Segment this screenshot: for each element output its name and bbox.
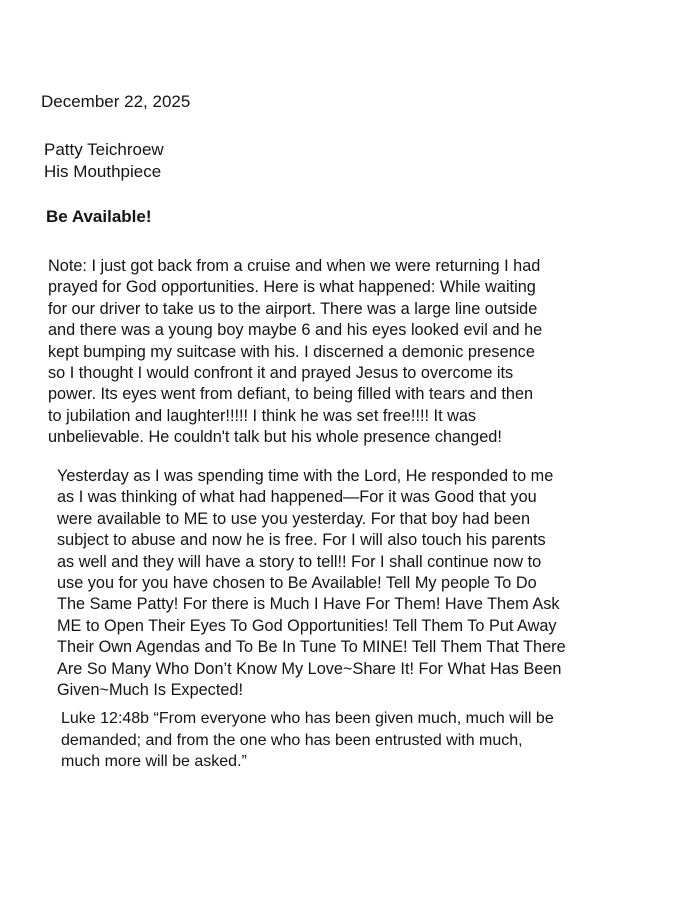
message-line: Given~Much Is Expected! (57, 681, 243, 700)
note-line: so I thought I would confront it and prayed Jesus to overcome its (48, 364, 514, 383)
author-block (44, 139, 164, 183)
note-line: for our driver to take us to the airport. There was a large line outside (48, 299, 538, 318)
note-line: prayed for God opportunities. Here is what happened: While waiting (48, 278, 536, 297)
note-line: Note: I just got back from a cruise and when we were returning I had (48, 257, 541, 275)
letter-title: Be Available! (46, 207, 152, 226)
verse-line: much more will be asked.” (61, 753, 247, 770)
note-line: and there was a young boy maybe 6 and his eyes looked evil and he (48, 321, 543, 340)
message-paragraph (57, 466, 566, 701)
author-role: His Mouthpiece (44, 162, 162, 181)
note-line: kept bumping my suitcase with his. I discerned a demonic presence (48, 342, 535, 361)
message-line: Their Own Agendas and To Be In Tune To MINE! Tell Them That There (57, 638, 566, 657)
scripture-verse (61, 708, 554, 773)
note-line: unbelievable. He couldn't talk but his whole presence changed! (48, 428, 502, 447)
message-line: use you for you have chosen to Be Available! Tell My people To Do (57, 574, 537, 593)
message-line: were available to ME to use you yesterday. For that boy had been (57, 509, 531, 528)
letter-date: December 22, 2025 (41, 92, 191, 111)
message-line: as I was thinking of what had happened—For it was Good that you (57, 488, 537, 507)
note-paragraph (48, 256, 542, 449)
message-line: Yesterday as I was spending time with the Lord, He responded to me (57, 467, 554, 485)
author-name: Patty Teichroew (44, 140, 164, 159)
message-line: as well and they will have a story to tell!! For I shall continue now to (57, 552, 542, 571)
message-line: The Same Patty! For there is Much I Have For Them! Have Them Ask (57, 595, 560, 614)
message-line: subject to abuse and now he is free. For I will also touch his parents (57, 531, 546, 550)
note-line: to jubilation and laughter!!!!! I think he was set free!!!! It was (48, 406, 477, 425)
message-line: Are So Many Who Don’t Know My Love~Share It! For What Has Been (57, 659, 562, 678)
verse-line: demanded; and from the one who has been entrusted with much, (61, 731, 523, 749)
message-line: ME to Open Their Eyes To God Opportunities! Tell Them To Put Away (57, 616, 557, 635)
note-line: power. Its eyes went from defiant, to being filled with tears and then (48, 385, 534, 404)
verse-line: Luke 12:48b “From everyone who has been given much, much will be (61, 710, 554, 727)
